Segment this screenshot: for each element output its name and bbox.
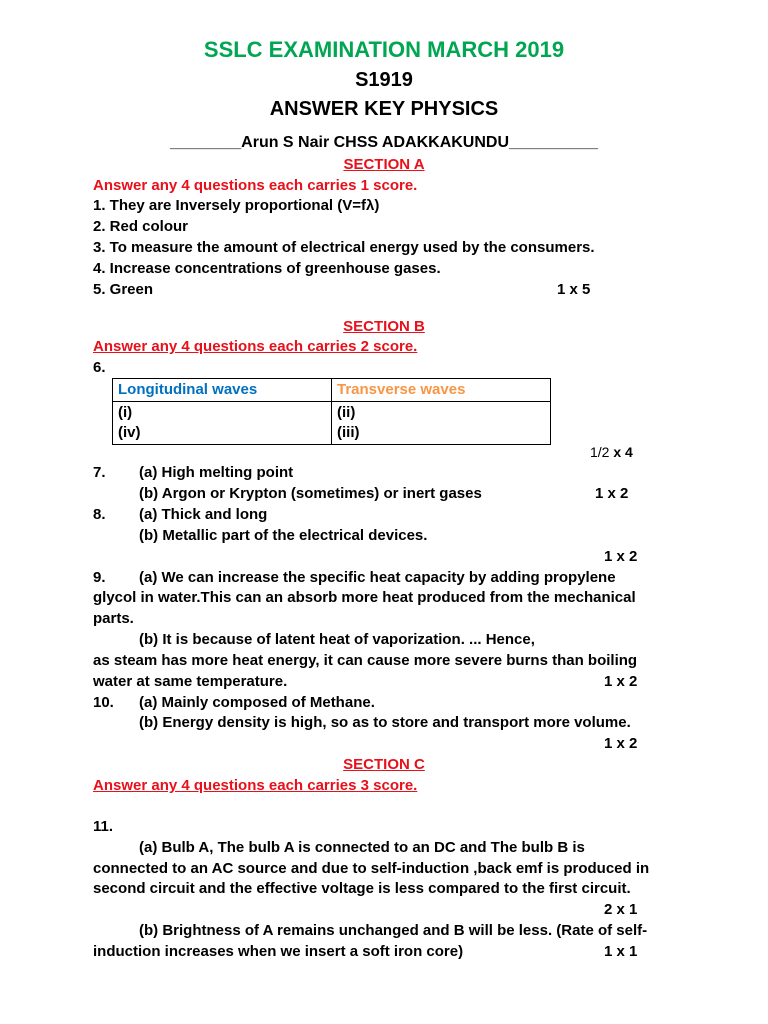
- section-a-instruction: Answer any 4 questions each carries 1 score.: [93, 177, 418, 194]
- answer-5: 5. Green: [93, 281, 154, 298]
- question-11-a-line-3: second circuit and the effective voltage is less compared to the first circuit.: [93, 880, 631, 897]
- question-10-a: (a) Mainly composed of Methane.: [139, 694, 375, 711]
- waves-table: [112, 378, 551, 445]
- exam-title: SSLC EXAMINATION MARCH 2019: [203, 37, 565, 62]
- section-b-title: SECTION B: [343, 318, 425, 335]
- question-6-mark: [590, 443, 633, 461]
- section-c-title: SECTION C: [343, 756, 425, 773]
- question-11-a-line-1: (a) Bulb A, The bulb A is connected to an DC and The bulb B is: [139, 839, 585, 856]
- answer-3: 3. To measure the amount of electrical energy used by the consumers.: [93, 239, 595, 256]
- question-7-number: 7.: [93, 464, 106, 481]
- question-10-b: (b) Energy density is high, so as to store and transport more volume.: [139, 714, 631, 731]
- transverse-item-2: (iii): [337, 424, 360, 441]
- waves-table-header-row: [113, 379, 551, 402]
- section-b-instruction: Answer any 4 questions each carries 2 score.: [93, 338, 418, 355]
- question-7-a: (a) High melting point: [139, 464, 294, 481]
- question-9-b-line-1: (b) It is because of latent heat of vaporization. ... Hence,: [139, 631, 535, 648]
- transverse-cell: [332, 402, 551, 445]
- question-6-mark-fraction: 1/2: [590, 444, 610, 460]
- question-9-b-line-2: as steam has more heat energy, it can cause more severe burns than boiling: [93, 652, 638, 669]
- section-a-mark: 1 x 5: [557, 281, 591, 298]
- question-9-b-line-3: water at same temperature.: [93, 673, 288, 690]
- question-7-b: (b) Argon or Krypton (sometimes) or inert gases: [139, 485, 482, 502]
- answer-2: 2. Red colour: [93, 218, 189, 235]
- longitudinal-cell: [113, 402, 332, 445]
- question-11-b-mark: 1 x 1: [604, 943, 638, 960]
- question-8-a: (a) Thick and long: [139, 506, 268, 523]
- question-6-number: 6.: [93, 359, 106, 376]
- question-6-mark-multiplier: x 4: [613, 444, 633, 460]
- question-9-a-line-2: glycol in water.This can an absorb more heat produced from the mechanical: [93, 589, 636, 606]
- longitudinal-item-1: (i): [118, 404, 133, 421]
- answer-1: 1. They are Inversely proportional (V=fλ): [93, 197, 380, 214]
- question-10-mark: 1 x 2: [604, 735, 638, 752]
- question-11-a-mark: 2 x 1: [604, 901, 638, 918]
- question-9-number: 9.: [93, 569, 106, 586]
- section-c-instruction: Answer any 4 questions each carries 3 score.: [93, 777, 418, 794]
- question-11-b-line-1: (b) Brightness of A remains unchanged and B will be less. (Rate of self-: [139, 922, 648, 939]
- header-longitudinal-waves: Longitudinal waves: [113, 379, 332, 402]
- transverse-item-1: (ii): [337, 404, 356, 421]
- subject-title: ANSWER KEY PHYSICS: [269, 98, 499, 120]
- exam-code: S1919: [355, 69, 413, 91]
- question-8-b: (b) Metallic part of the electrical devices.: [139, 527, 428, 544]
- section-a-title: SECTION A: [343, 156, 425, 173]
- question-9-a-line-1: (a) We can increase the specific heat capacity by adding propylene: [139, 569, 616, 586]
- waves-table-row: [113, 402, 551, 445]
- question-11-b-line-2: induction increases when we insert a soft iron core): [93, 943, 464, 960]
- question-8-number: 8.: [93, 506, 106, 523]
- answer-4: 4. Increase concentrations of greenhouse gases.: [93, 260, 441, 277]
- question-10-number: 10.: [93, 694, 114, 711]
- question-9-mark: 1 x 2: [604, 673, 638, 690]
- question-11-a-line-2: connected to an AC source and due to self-induction ,back emf is produced in: [93, 860, 650, 877]
- question-7-mark: 1 x 2: [595, 485, 629, 502]
- header-transverse-waves: Transverse waves: [332, 379, 551, 402]
- author-line: ________Arun S Nair CHSS ADAKKAKUNDU__________: [169, 134, 599, 151]
- question-11-number: 11.: [93, 818, 114, 835]
- question-8-mark: 1 x 2: [604, 548, 638, 565]
- longitudinal-item-2: (iv): [118, 424, 141, 441]
- question-9-a-line-3: parts.: [93, 610, 134, 627]
